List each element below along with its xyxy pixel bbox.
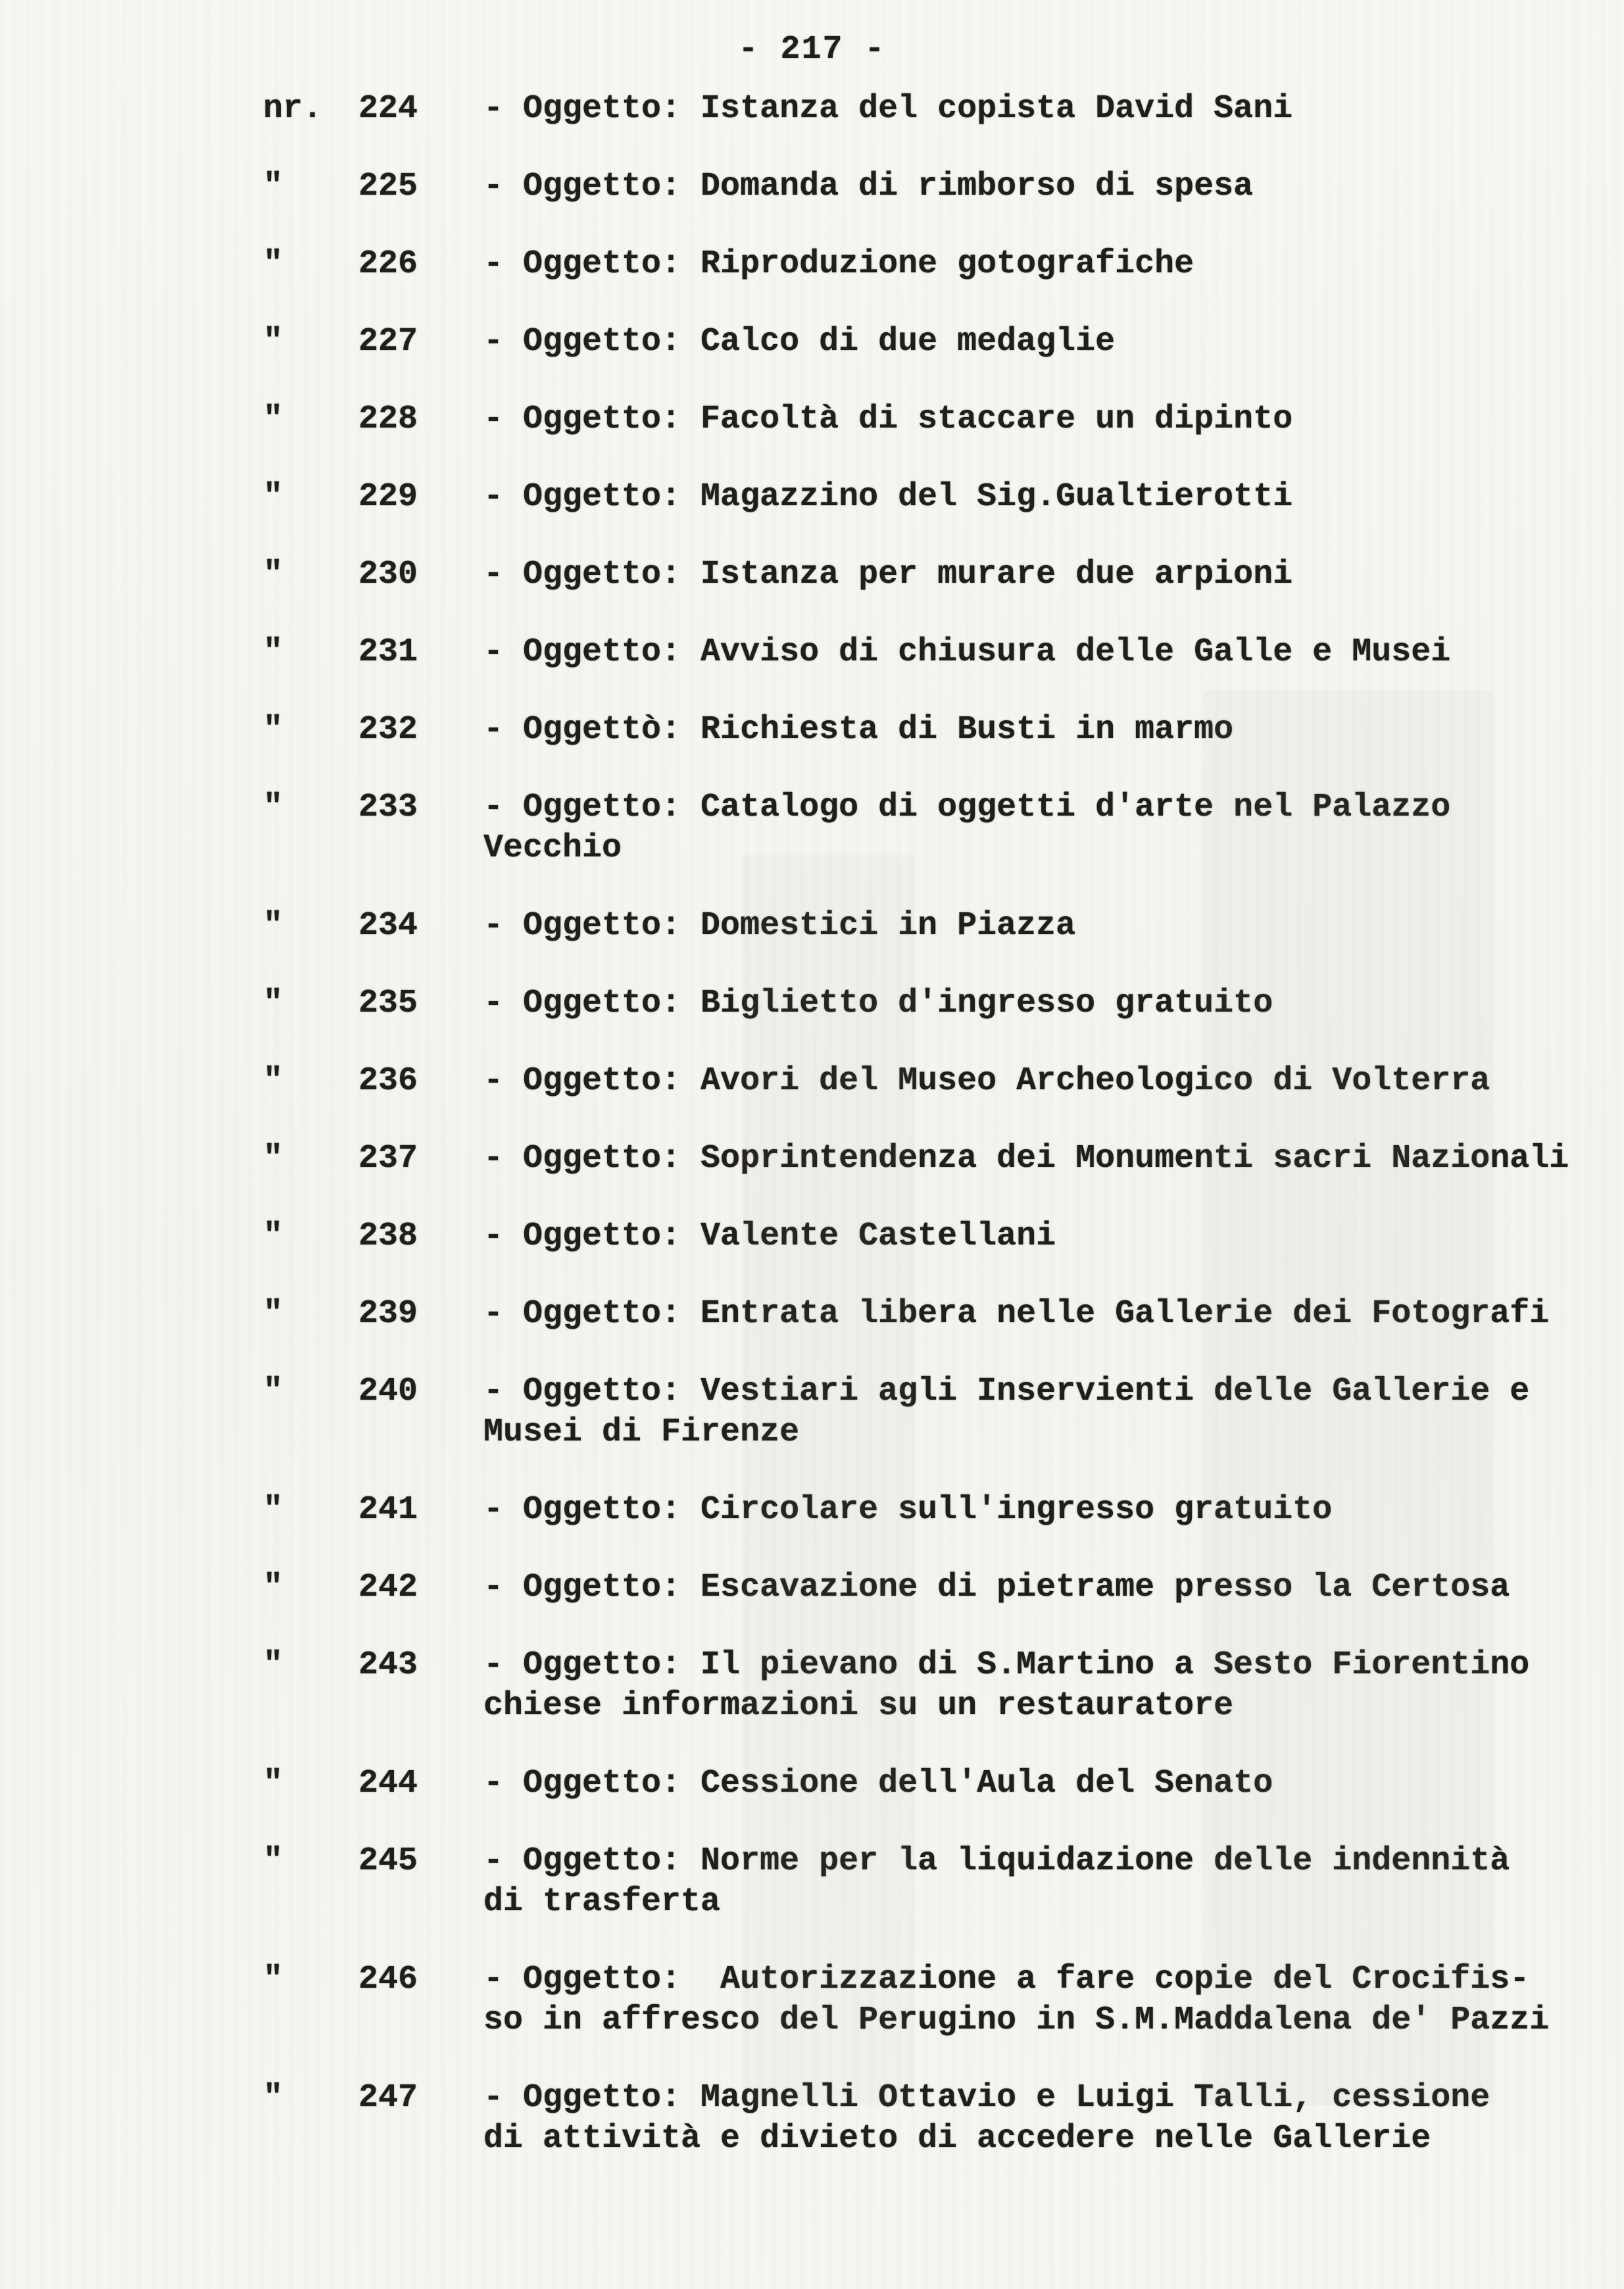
entry-row [0, 1294, 1624, 1335]
entry-line1: - Oggetto: Norme per la liquidazione delle indennità [483, 1842, 1510, 1880]
entry-line2: Vecchio [483, 829, 622, 867]
entry-row [0, 477, 1624, 518]
entry-number: 237 [358, 1140, 418, 1177]
entry-row [0, 710, 1624, 751]
entry-line1: - Oggettò: Richiesta di Busti in marmo [483, 711, 1234, 749]
entry-row [0, 1567, 1624, 1608]
entry-line1: - Oggetto: Entrata libera nelle Gallerie dei Fotografi [483, 1295, 1550, 1333]
entry-prefix: " [263, 1295, 283, 1333]
entry-prefix: " [263, 1140, 283, 1177]
entry-number: 240 [358, 1373, 418, 1410]
entry-number: 244 [358, 1765, 418, 1802]
entry-row [0, 2078, 1624, 2159]
entry-prefix: " [263, 1062, 283, 1100]
entry-row [0, 399, 1624, 440]
entry-line1: - Oggetto: Domestici in Piazza [483, 907, 1076, 945]
entry-row [0, 1139, 1624, 1179]
entry-line1: - Oggetto: Circolare sull'ingresso gratuito [483, 1491, 1333, 1529]
entry-number: 243 [358, 1646, 418, 1684]
entry-line2: di trasferta [483, 1883, 721, 1921]
entry-number: 238 [358, 1218, 418, 1255]
entry-number: 224 [358, 90, 418, 128]
entry-line1: - Oggetto: Facoltà di staccare un dipinto [483, 401, 1293, 438]
entry-prefix: " [263, 245, 283, 283]
entry-row [0, 906, 1624, 947]
entry-line1: - Oggetto: Riproduzione gotografiche [483, 245, 1194, 283]
entry-prefix: " [263, 1961, 283, 1998]
entry-line2: di attività e divieto di accedere nelle Gallerie [483, 2120, 1431, 2157]
entry-number: 245 [358, 1842, 418, 1880]
entry-row [0, 1216, 1624, 1257]
entry-prefix: " [263, 1842, 283, 1880]
entry-number: 225 [358, 168, 418, 205]
entry-number: 229 [358, 478, 418, 516]
entry-line1: - Oggetto: Il pievano di S.Martino a Sesto Fiorentino [483, 1646, 1530, 1684]
entry-line1: - Oggetto: Vestiari agli Inservienti delle Gallerie e [483, 1373, 1530, 1410]
entry-line1: - Oggetto: Domanda di rimborso di spesa [483, 168, 1254, 205]
entry-prefix: nr. [263, 90, 323, 128]
entry-line1: - Oggetto: Catalogo di oggetti d'arte nel Palazzo [483, 789, 1451, 826]
entry-line1: - Oggetto: Istanza per murare due arpioni [483, 556, 1293, 593]
entry-prefix: " [263, 711, 283, 749]
entry-row [0, 1371, 1624, 1453]
entry-line2: Musei di Firenze [483, 1414, 800, 1451]
entry-line1: - Oggetto: Biglietto d'ingresso gratuito [483, 985, 1273, 1022]
entry-line1: - Oggetto: Calco di due medaglie [483, 323, 1116, 360]
entry-row [0, 1645, 1624, 1727]
entry-row [0, 1959, 1624, 2041]
entry-line2: chiese informazioni su un restauratore [483, 1687, 1234, 1725]
entry-number: 234 [358, 907, 418, 945]
entry-line1: - Oggetto: Cessione dell'Aula del Senato [483, 1765, 1273, 1802]
entry-number: 239 [358, 1295, 418, 1333]
entry-number: 228 [358, 401, 418, 438]
entry-line1: - Oggetto: Escavazione di pietrame presso la Certosa [483, 1569, 1510, 1606]
entry-prefix: " [263, 1373, 283, 1410]
entry-prefix: " [263, 1765, 283, 1802]
entry-list [0, 89, 1624, 2159]
entry-prefix: " [263, 985, 283, 1022]
entry-number: 231 [358, 633, 418, 671]
entry-line1: - Oggetto: Istanza del copista David Sani [483, 90, 1293, 128]
entry-line1: - Oggetto: Magazzino del Sig.Gualtierotti [483, 478, 1293, 516]
entry-row [0, 554, 1624, 595]
entry-row [0, 1490, 1624, 1531]
entry-prefix: " [263, 789, 283, 826]
entry-line1: - Oggetto: Avviso di chiusura delle Galle e Musei [483, 633, 1451, 671]
entry-prefix: " [263, 401, 283, 438]
entry-prefix: " [263, 323, 283, 360]
entry-prefix: " [263, 907, 283, 945]
entry-prefix: " [263, 1646, 283, 1684]
entry-number: 232 [358, 711, 418, 749]
entry-prefix: " [263, 1569, 283, 1606]
entry-row [0, 1841, 1624, 1923]
entry-line1: - Oggetto: Magnelli Ottavio e Luigi Talli, cessione [483, 2079, 1490, 2117]
entry-row [0, 632, 1624, 673]
entry-prefix: " [263, 478, 283, 516]
entry-prefix: " [263, 1218, 283, 1255]
entry-line1: - Oggetto: Valente Castellani [483, 1218, 1056, 1255]
entry-line1: - Oggetto: Avori del Museo Archeologico di Volterra [483, 1062, 1490, 1100]
entry-line1: - Oggetto: Soprintendenza dei Monumenti sacri Nazionali [483, 1140, 1569, 1177]
entry-row [0, 322, 1624, 362]
entry-number: 236 [358, 1062, 418, 1100]
entry-row [0, 1061, 1624, 1102]
entry-line2: so in affresco del Perugino in S.M.Maddalena de' Pazzi [483, 2002, 1550, 2039]
entry-number: 230 [358, 556, 418, 593]
entry-number: 233 [358, 789, 418, 826]
entry-row [0, 1763, 1624, 1804]
entry-number: 226 [358, 245, 418, 283]
entry-line1: - Oggetto: Autorizzazione a fare copie del Crocifis- [483, 1961, 1530, 1998]
entry-number: 242 [358, 1569, 418, 1606]
entry-row [0, 244, 1624, 285]
entry-prefix: " [263, 556, 283, 593]
entry-row [0, 166, 1624, 207]
entry-number: 235 [358, 985, 418, 1022]
page-number: - 217 - [738, 31, 886, 68]
entry-prefix: " [263, 168, 283, 205]
entry-number: 227 [358, 323, 418, 360]
entry-prefix: " [263, 633, 283, 671]
entry-number: 241 [358, 1491, 418, 1529]
entry-prefix: " [263, 1491, 283, 1529]
entry-row [0, 787, 1624, 869]
entry-number: 247 [358, 2079, 418, 2117]
entry-prefix: " [263, 2079, 283, 2117]
entry-number: 246 [358, 1961, 418, 1998]
entry-row [0, 983, 1624, 1024]
entry-row [0, 89, 1624, 130]
